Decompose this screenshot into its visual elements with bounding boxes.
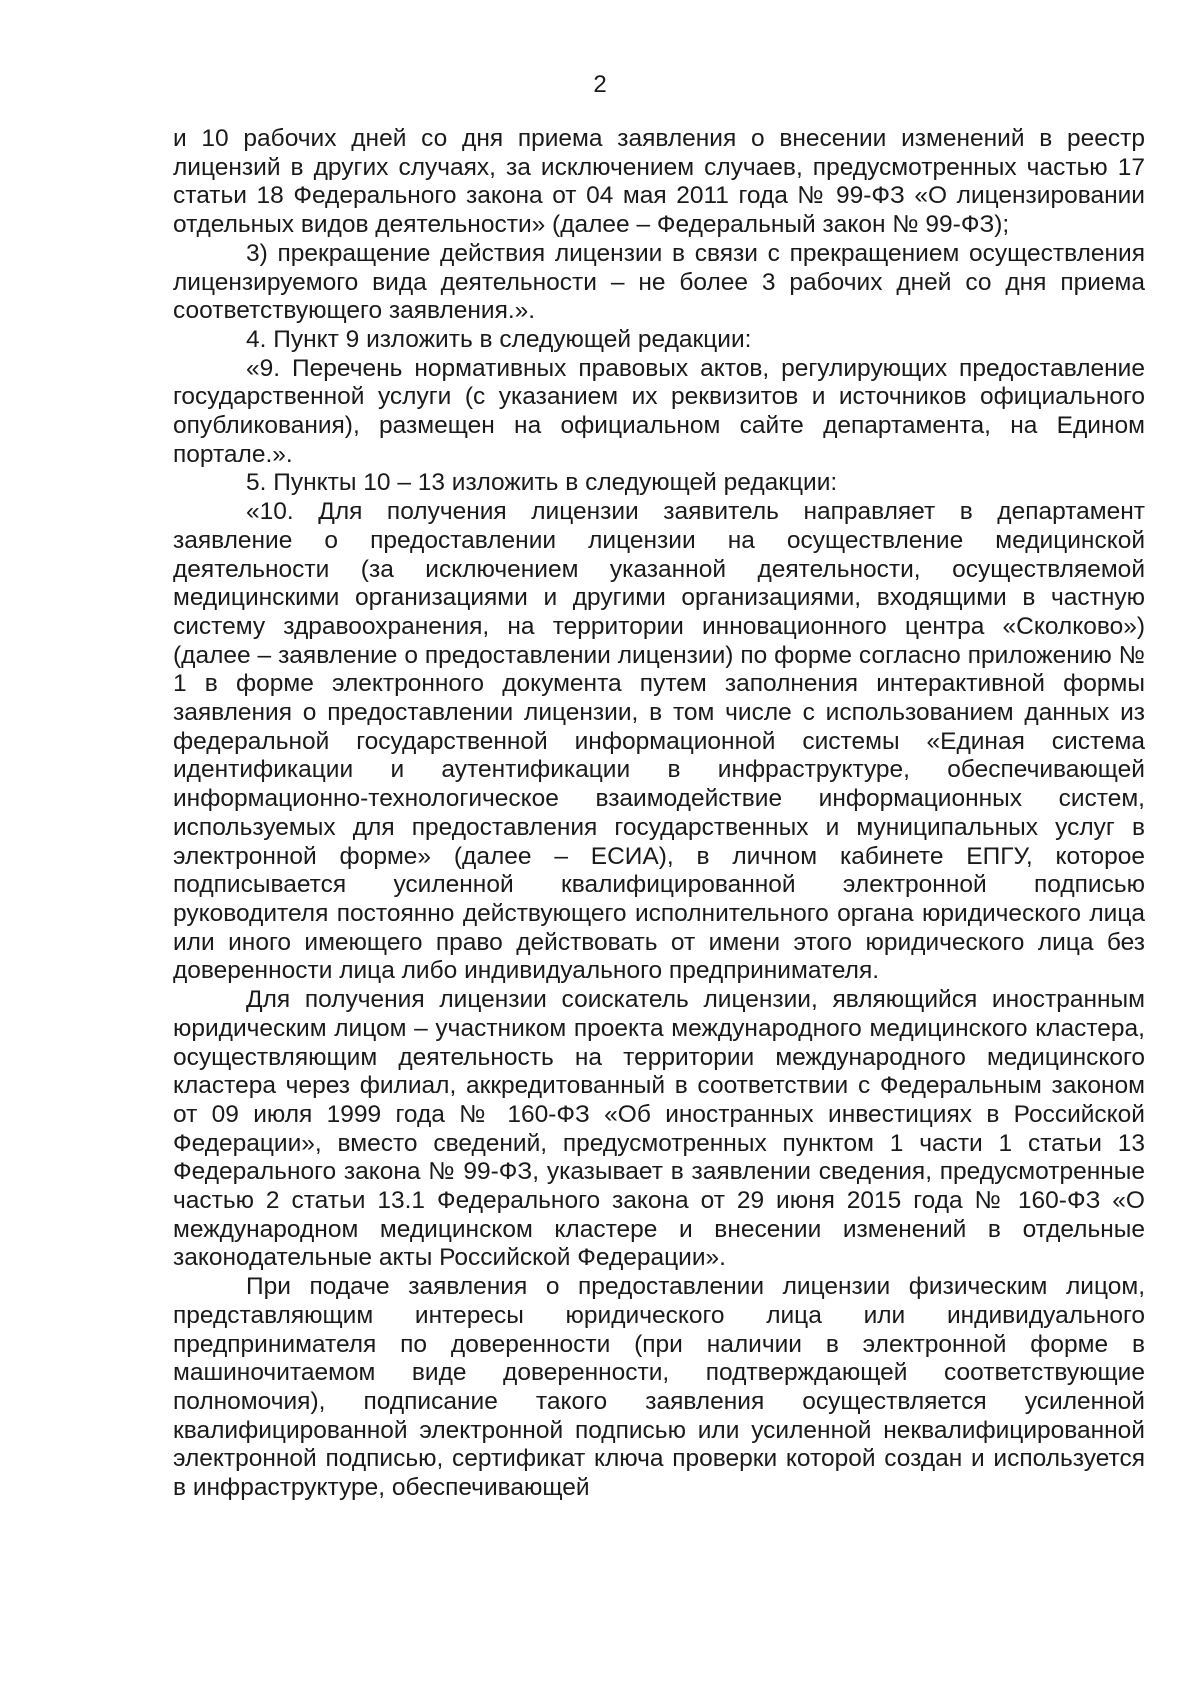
page-number: 2 (593, 71, 607, 98)
paragraph-continuation: и 10 рабочих дней со дня приема заявления о внесении изменений в реестр лицензий в других случаях, за исключением случаев, предусмотренных частью 17 статьи 18 Федерального закона от 04 мая 2011 года № 99-ФЗ «О лицензировании отдельных видов деятельности» (далее – Федеральный закон № 99-ФЗ); (173, 125, 1145, 239)
paragraph-item-3: 3) прекращение действия лицензии в связи с прекращением осуществления лицензируемого вида деятельности – не более 3 рабочих дней со дня приема соответствующего заявления.». (173, 239, 1145, 325)
document-body (173, 125, 1145, 1503)
paragraph-clause-9: «9. Перечень нормативных правовых актов, регулирующих предоставление государственной услуги (с указанием их реквизитов и источников официального опубликования), размещен на официальном сайте департамента, на Едином портале.». (173, 354, 1145, 468)
paragraph-clause-10: «10. Для получения лицензии заявитель направляет в департамент заявление о предоставлении лицензии на осуществление медицинской деятельности (за исключением указанной деятельности, осуществляемой медицинскими организациями и другими организациями, входящими в частную систему здравоохранения, на территории инновационного центра «Сколково») (далее – заявление о предоставлении лицензии) по форме согласно приложению № 1 в форме электронного документа путем заполнения интерактивной формы заявления о предоставлении лицензии, в том числе с использованием данных из федеральной государственной информационной системы «Единая система идентификации и аутентификации в инфраструктуре, обеспечивающей информационно-технологическое взаимодействие информационных систем, используемых для предоставления государственных и муниципальных услуг в электронной форме» (далее – ЕСИА), в личном кабинете ЕПГУ, которое подписывается усиленной квалифицированной электронной подписью руководителя постоянно действующего исполнительного органа юридического лица или иного имеющего право действовать от имени этого юридического лица без доверенности лица либо индивидуального предпринимателя. (173, 498, 1145, 985)
paragraph-point-4: 4. Пункт 9 изложить в следующей редакции: (246, 325, 752, 353)
paragraph-foreign-applicant: Для получения лицензии соискатель лицензии, являющийся иностранным юридическим лицом – участником проекта международного медицинского кластера, осуществляющим деятельность на территории международного медицинского кластера через филиал, аккредитованный в соответствии с Федеральным законом от 09 июля 1999 года № 160-ФЗ «Об иностранных инвестициях в Российской Федерации», вместо сведений, предусмотренных пунктом 1 части 1 статьи 13 Федерального закона № 99-ФЗ, указывает в заявлении сведения, предусмотренные частью 2 статьи 13.1 Федерального закона от 29 июня 2015 года № 160-ФЗ «О международном медицинском кластере и внесении изменений в отдельные законодательные акты Российской Федерации». (173, 986, 1145, 1272)
paragraph-point-5: 5. Пункты 10 – 13 изложить в следующей редакции: (246, 469, 838, 497)
paragraph-proxy-signing: При подаче заявления о предоставлении лицензии физическим лицом, представляющим интересы юридического лица или индивидуального предпринимателя по доверенности (при наличии в электронной форме в машиночитаемом виде доверенности, подтверждающей соответствующие полномочия), подписание такого заявления осуществляется усиленной квалифицированной электронной подписью или усиленной неквалифицированной электронной подписью, сертификат ключа проверки которой создан и используется в инфраструктуре, обеспечивающей (173, 1273, 1145, 1502)
